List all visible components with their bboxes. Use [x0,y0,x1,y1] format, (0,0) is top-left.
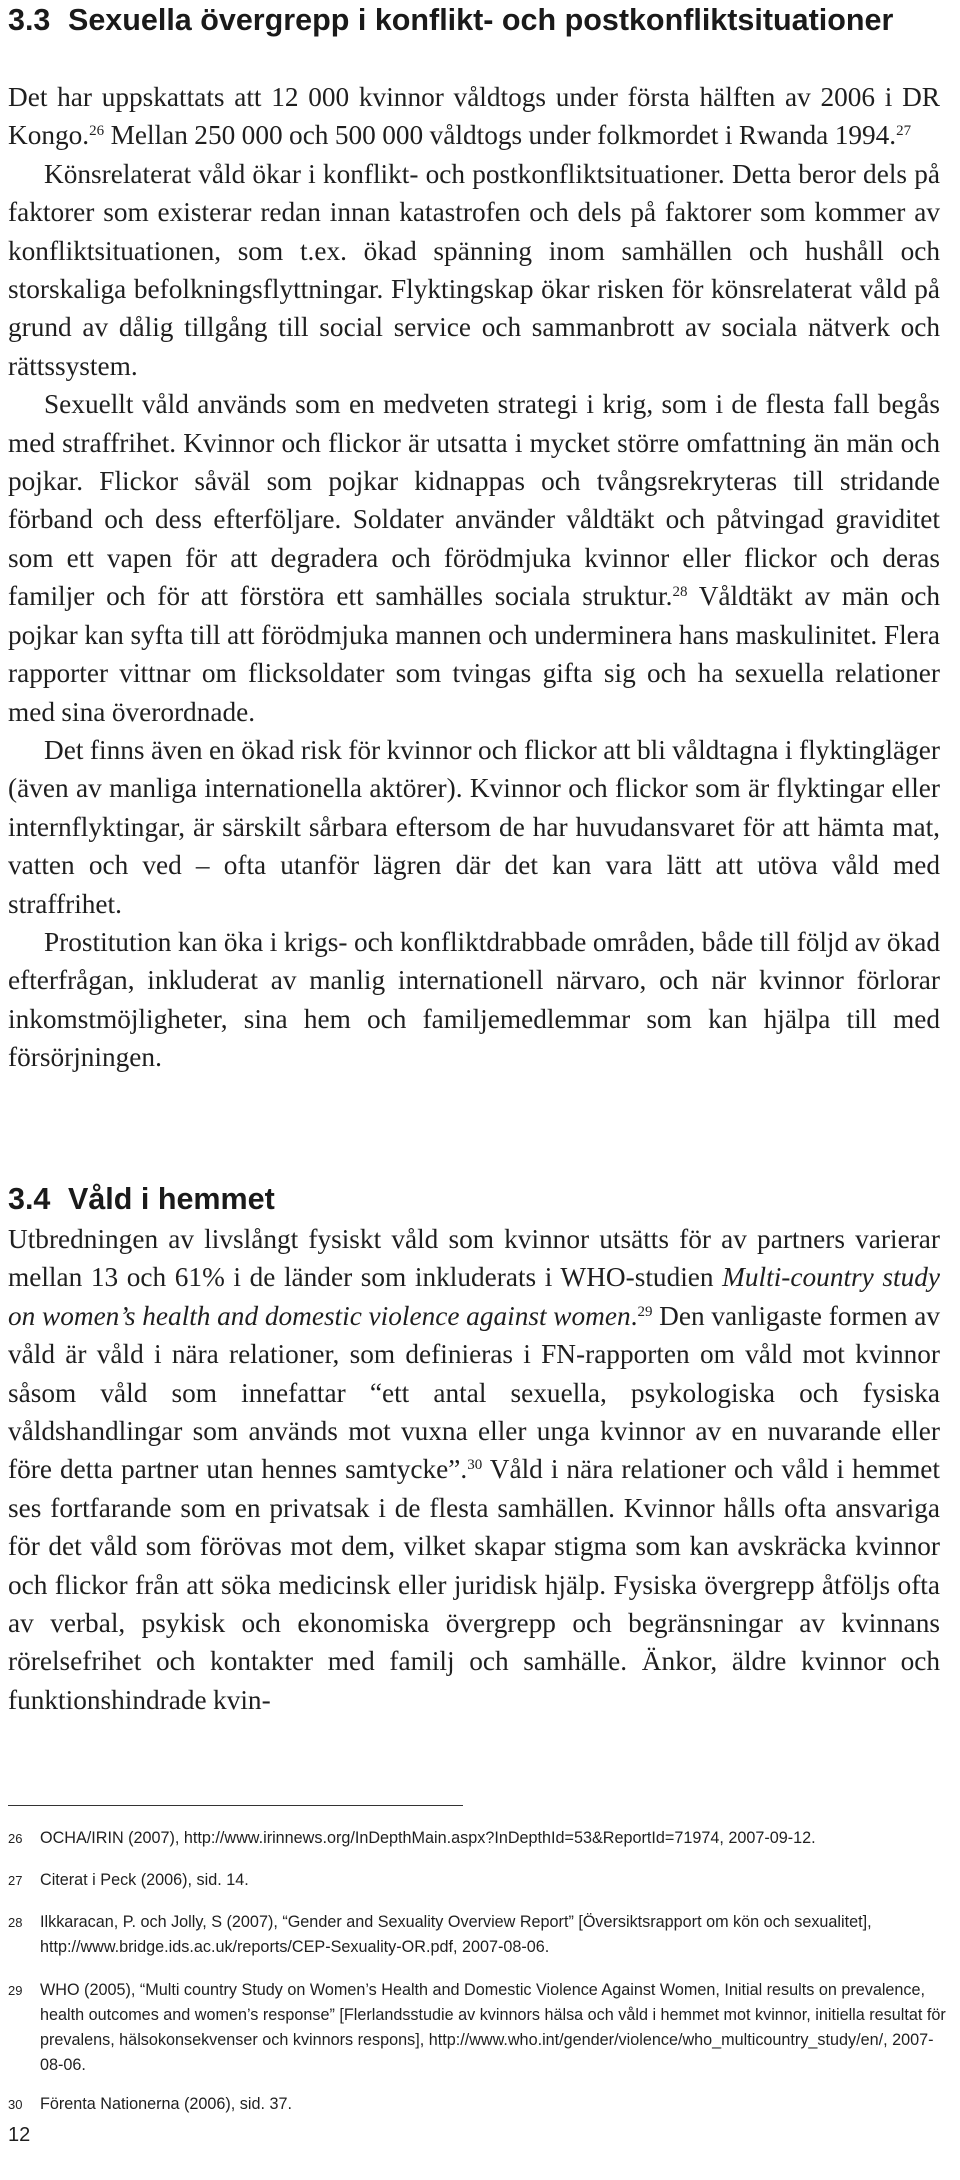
footnote-ref: 26 [89,123,105,140]
footnote-27 [8,1868,948,1893]
section-body-3-3 [8,78,940,1077]
footnote-text: WHO (2005), “Multi country Study on Women’s Health and Domestic Violence Against Women, Initial results on prevalence, health outcomes and women’s response” [Flerlandsstudie av kvinnors hälsa och våld i hemmet mot kvinnor, initiella resultat för prevalens, hälsokonsekvenser och kvinnors respons], http://www.who.int/gender/violence/who_multicountry_study/en/, 2007-08-06. [40,1981,946,2074]
footnote-ref: 30 [467,1457,483,1474]
section-heading-3-3 [8,2,948,39]
paragraph [8,78,940,155]
footnote-29 [8,1978,948,2078]
footnote-separator [8,1805,463,1806]
text-run: Utbredningen av livslångt fysiskt våld som kvinnor utsätts för av partners varierar mellan 13 och 61% i de länder som inkluderats i WHO-studien [8,1224,940,1293]
paragraph: Könsrelaterat våld ökar i konflikt- och postkonfliktsituationer. Detta beror dels på faktorer som existerar redan innan katastrofen och dels på faktorer som kommer av konfliktsituationen, som t.ex. ökad spänning inom samhällen och hushåll och storskaliga befolkningsflyttningar. Flyktingskap ökar risken för könsrelaterat våld på grund av dålig tillgång till social service och sammanbrott av sociala nätverk och rättssystem. [8,158,940,381]
footnote-28 [8,1910,948,1960]
paragraph [8,1220,940,1719]
section-number: 3.3 [8,3,51,37]
footnote-number: 29 [8,1983,23,1998]
section-title: Sexuella övergrepp i konflikt- och postkonfliktsituationer [68,3,894,37]
paragraph: Det finns även en ökad risk för kvinnor och flickor att bli våldtagna i flyktingläger (även av manliga internationella aktörer). Kvinnor och flickor som är flyktingar eller internflyktingar, är särskilt sårbara eftersom de har huvudansvaret för att hämta mat, vatten och ved – ofta utanför lägren där det kan vara lätt att utöva våld med straffrihet. [8,734,940,919]
footnote-26 [8,1826,948,1851]
section-body-3-4 [8,1220,940,1719]
footnote-number: 30 [8,2097,23,2112]
footnote-text: Citerat i Peck (2006), sid. 14. [40,1871,249,1889]
paragraph: Prostitution kan öka i krigs- och konfliktdrabbade områden, både till följd av ökad efterfrågan, inkluderat av manlig internationell närvaro, och när kvinnor förlorar inkomstmöjligheter, sina hem och familjemedlemmar som kan hjälpa till med försörjningen. [8,926,940,1073]
page-number: 12 [8,2124,31,2146]
text-run: . [630,1300,638,1331]
footnote-ref: 29 [637,1303,653,1320]
footnote-number: 28 [8,1915,23,1930]
footnote-ref: 27 [896,123,912,140]
text-run: Sexuellt våld används som en medveten strategi i krig, som i de flesta fall begås med straffrihet. Kvinnor och flickor är utsatta i mycket större omfattning än män och pojkar. Flickor såväl som pojkar kidnappas och tvångsrekryteras till stridande förband och dess efterföljare. Soldater använder våldtäkt och påtvingad graviditet som ett vapen för att degradera och förödmjuka kvinnor eller flickor och deras familjer och för att förstöra ett samhälles sociala struktur. [8,389,940,612]
footnote-number: 26 [8,1831,23,1846]
footnote-text: Ilkkaracan, P. och Jolly, S (2007), “Gender and Sexuality Overview Report” [Översiktsrapport om kön och sexualitet], http://www.bridge.ids.ac.uk/reports/CEP-Sexuality-OR.pdf, 2007-08-06. [40,1913,872,1956]
section-number: 3.4 [8,1182,51,1216]
footnote-30 [8,2092,948,2117]
text-run: Våld i nära relationer och våld i hemmet ses fortfarande som en privatsak i de flesta samhällen. Kvinnor hålls ofta ansvariga för det våld som förövas mot dem, vilket skapar stigma som kan avskräcka kvinnor och flickor från att söka medicinsk eller juridisk hjälp. Fysiska övergrepp åtföljs ofta av verbal, psykisk och ekonomiska övergrepp och begränsningar av kvinnans rörelsefrihet och kontakter med familj och samhälle. Änkor, äldre kvinnor och funktionshindrade kvin- [8,1454,941,1715]
text-run: Mellan 250 000 och 500 000 våldtogs under folkmordet i Rwanda 1994. [104,120,897,151]
footnote-text: Förenta Nationerna (2006), sid. 37. [40,2095,292,2113]
paragraph [8,385,940,731]
text-run: Det har uppskattats att 12 000 kvinnor våldtogs under första hälften av 2006 i DR Kongo. [8,82,940,151]
text-run: Den vanligaste formen av våld är våld i nära relationer, som definieras i FN-rapporten om våld mot kvinnor såsom våld som innefattar “ett antal sexuella, psykologiska och fysiska våldshandlingar som används mot vuxna eller unga kvinnor av en nuvarande eller före detta partner utan hennes samtycke”. [8,1300,940,1485]
section-title: Våld i hemmet [68,1182,275,1216]
study-title: Multi-country study on women’s health and domestic violence against women [8,1262,941,1331]
footnote-text: OCHA/IRIN (2007), http://www.irinnews.org/InDepthMain.aspx?InDepthId=53&ReportId=71974, 2007-09-12. [40,1829,816,1847]
text-run: Våldtäkt av män och pojkar kan syfta till att förödmjuka mannen och underminera hans maskulinitet. Flera rapporter vittnar om flicksoldater som tvingas gifta sig och ha sexuella relationer med sina överordnade. [8,581,940,727]
footnote-ref: 28 [672,584,688,601]
section-heading-3-4 [8,1181,948,1218]
footnote-number: 27 [8,1873,23,1888]
